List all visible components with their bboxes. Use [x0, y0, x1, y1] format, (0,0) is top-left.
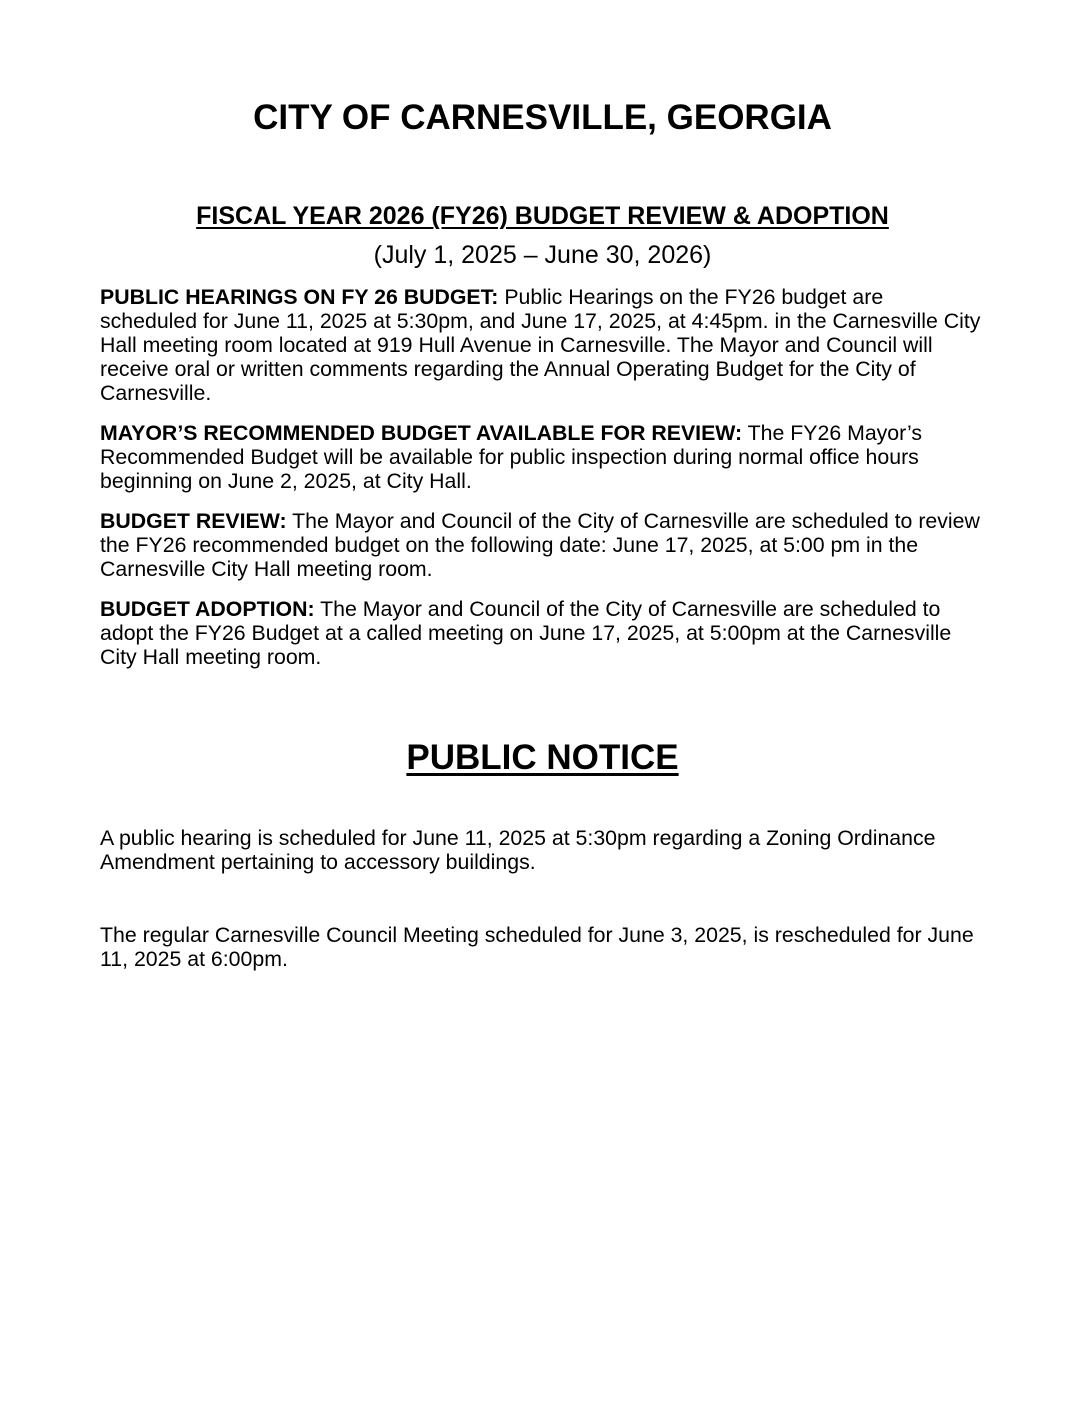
section-text: The FY26 Mayor’s Recommended Budget will be available for public inspection during normal office hours beginning on June 2, 2025, at City Hall. — [100, 420, 923, 493]
section-text: The Mayor and Council of the City of Carnesville are scheduled to review the FY26 recommended budget on the following date: June 17, 2025, at 5:00 pm in the Carnesville City Hall meeting room. — [100, 508, 980, 581]
notice-paragraph-council-meeting: The regular Carnesville Council Meeting scheduled for June 3, 2025, is rescheduled for June 11, 2025 at 6:00pm. — [100, 923, 974, 971]
section-label: PUBLIC HEARINGS ON FY 26 BUDGET: — [100, 284, 499, 309]
section-text: Public Hearings on the FY26 budget are scheduled for June 11, 2025 at 5:30pm, and June 17, 2025, at 4:45pm. in the Carnesville City Hall meeting room located at 919 Hull Avenue in Carnesville. The Mayor and Council will receive oral or written comments regarding the Annual Operating Budget for the City of Carnesville. — [100, 284, 981, 405]
section-label: MAYOR’S RECOMMENDED BUDGET AVAILABLE FOR REVIEW: — [100, 420, 743, 445]
section-label: BUDGET REVIEW: — [100, 508, 287, 533]
budget-review-heading: FISCAL YEAR 2026 (FY26) BUDGET REVIEW & ADOPTION — [196, 202, 889, 231]
document-title: CITY OF CARNESVILLE, GEORGIA — [253, 98, 832, 137]
section-mayors-recommended-budget — [100, 421, 985, 493]
public-notice-heading: PUBLIC NOTICE — [406, 737, 679, 777]
section-budget-review — [100, 509, 985, 581]
section-label: BUDGET ADOPTION: — [100, 596, 315, 621]
section-budget-adoption — [100, 597, 985, 669]
section-text: The Mayor and Council of the City of Carnesville are scheduled to adopt the FY26 Budget at a called meeting on June 17, 2025, at 5:00pm at the Carnesville City Hall meeting room. — [100, 596, 952, 669]
section-public-hearings — [100, 285, 985, 405]
notice-paragraph-zoning: A public hearing is scheduled for June 11, 2025 at 5:30pm regarding a Zoning Ordinance Amendment pertaining to accessory buildings. — [100, 826, 936, 874]
fiscal-year-range: (July 1, 2025 – June 30, 2026) — [373, 241, 712, 269]
